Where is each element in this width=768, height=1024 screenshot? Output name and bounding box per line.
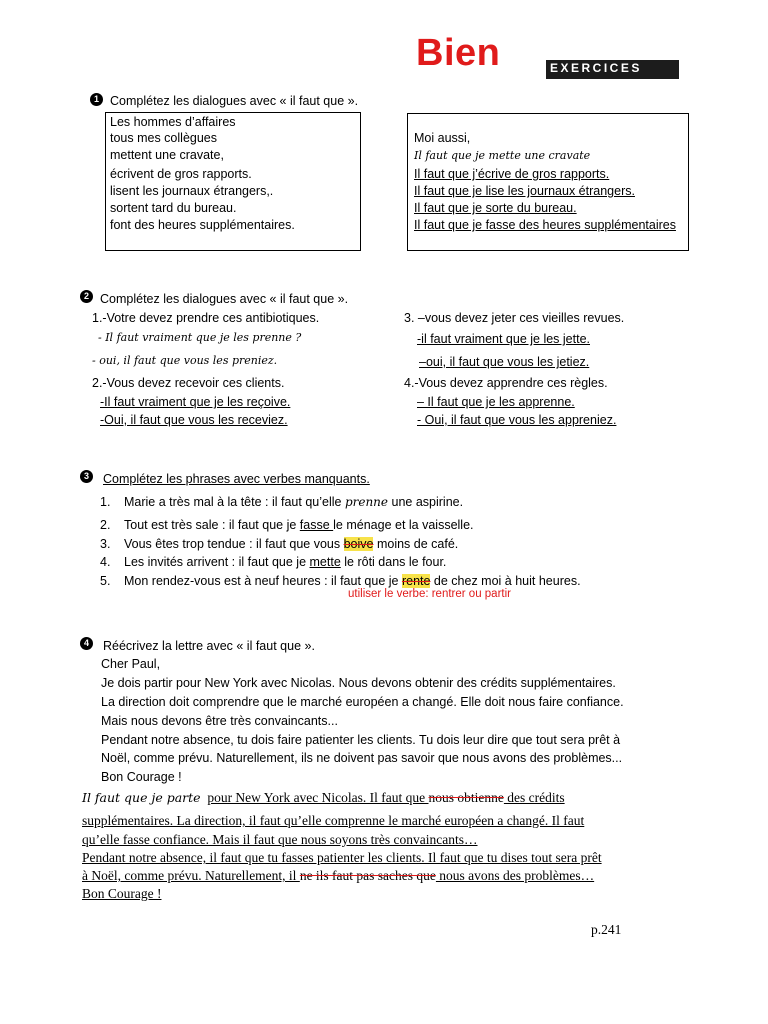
ex3-answer-marked: rente [401,574,431,588]
ex1-right-line: Moi aussi, [414,131,471,145]
exercise-3-instruction: Complétez les phrases avec verbes manquants. [103,472,370,486]
ex1-right-answer: Il faut que je fasse des heures supplémentaires [414,218,676,232]
rewritten-handwritten-start: Il faut que je parte [82,790,201,805]
rewritten-struck-text: ne ils faut pas saches que [299,868,436,883]
exercise-2-instruction: Complétez les dialogues avec « il faut que ». [100,292,349,306]
ex3-item-text: Marie a très mal à la tête : il faut qu’elle [124,495,345,509]
ex3-item-text: Tout est très sale : il faut que je [124,518,300,532]
rewritten-letter-line-5 [82,868,594,884]
rewritten-letter-line: supplémentaires. La direction, il faut qu’elle comprenne le marché européen a changé. Il faut [82,813,585,828]
ex3-item-2 [100,518,474,532]
ex3-item-text: Vous êtes trop tendue : il faut que vous [124,537,344,551]
ex3-item-text: le ménage et la vaisselle. [333,518,474,532]
ex3-item-1 [100,495,463,509]
ex3-answer: fasse [299,518,334,532]
ex3-item-number: 5. [100,574,111,588]
page-title: Bien [416,32,501,74]
ex3-item-number: 2. [100,518,111,532]
rewritten-letter-line: Bon Courage ! [82,886,162,901]
letter-line: Mais nous devons être très convaincants... [101,714,338,728]
ex1-left-line: font des heures supplémentaires. [110,218,295,232]
ex2-handwritten-answer: - oui, il faut que vous les preniez. [92,354,278,367]
exercise-4-instruction: Réécrivez la lettre avec « il faut que ». [103,639,315,653]
ex1-left-line: lisent les journaux étrangers,. [110,184,274,198]
ex2-question: 2.-Vous devez recevoir ces clients. [92,376,285,390]
ex2-answer: -il faut vraiment que je les jette. [417,332,590,346]
letter-line: Noël, comme prévu. Naturellement, ils ne doivent pas savoir que nous avons des problèmes... [101,751,623,765]
ex3-item-4 [100,555,446,569]
rewritten-letter-line: qu’elle fasse confiance. Mais il faut que nous soyons très convaincants… [82,832,478,847]
ex3-item-5 [100,574,581,588]
ex3-item-text: le rôti dans le four. [340,555,447,569]
ex1-right-answer: Il faut que j’écrive de gros rapports. [414,167,610,181]
ex3-item-text: Mon rendez-vous est à neuf heures : il faut que je [124,574,402,588]
rewritten-struck-text: nous obtienne [428,790,504,805]
rewritten-text: à Noël, comme prévu. Naturellement, il [82,868,300,883]
ex3-item-number: 3. [100,537,111,551]
ex3-item-number: 1. [100,495,111,509]
teacher-note: utiliser le verbe: rentrer ou partir [348,588,511,600]
ex2-handwritten-answer: - Il faut vraiment que je les prenne ? [98,331,302,344]
rewritten-text: nous avons des problèmes… [435,868,595,883]
ex2-question: 1.-Votre devez prendre ces antibiotiques. [92,311,320,325]
rewritten-text: pour New York avec Nicolas. Il faut que [207,790,429,805]
rewritten-letter-line: Pendant notre absence, il faut que tu fasses patienter les clients. Il faut que tu dises tout sera prêt [82,850,602,865]
ex2-answer: – Il faut que je les apprenne. [417,395,575,409]
ex1-left-line: sortent tard du bureau. [110,201,237,215]
rewritten-letter-line-1 [82,790,565,806]
ex3-item-3 [100,537,458,551]
ex2-answer: -Oui, il faut que vous les receviez. [100,413,288,427]
ex3-answer-handwritten: prenne [344,495,389,509]
ex1-right-handwritten: Il faut que je mette une cravate [414,149,591,162]
ex1-left-line: mettent une cravate, [110,148,224,162]
ex2-question: 3. –vous devez jeter ces vieilles revues. [404,311,625,325]
rewritten-text: des crédits [503,790,565,805]
ex1-left-line: Les hommes d’affaires [110,115,236,129]
exercise-number-2: 2 [80,290,93,303]
ex3-item-text: une aspirine. [388,495,464,509]
ex3-item-number: 4. [100,555,111,569]
letter-line: Pendant notre absence, tu dois faire patienter les clients. Tu dois leur dire que tout sera prêt à [101,733,621,747]
page-number: p.241 [591,922,622,937]
ex1-right-answer: Il faut que je sorte du bureau. [414,201,577,215]
exercise-number-3: 3 [80,470,93,483]
ex1-left-line: écrivent de gros rapports. [110,167,252,181]
letter-line: Cher Paul, [101,657,161,671]
ex3-item-text: moins de café. [373,537,459,551]
ex1-left-line: tous mes collègues [110,131,218,145]
ex3-answer-marked: boive [343,537,374,551]
ex1-right-answer: Il faut que je lise les journaux étrangers. [414,184,635,198]
exercise-number-1: 1 [90,93,103,106]
exercise-number-4: 4 [80,637,93,650]
ex2-question: 4.-Vous devez apprendre ces règles. [404,376,608,390]
ex2-answer: –oui, il faut que vous les jetiez. [419,355,590,369]
ex3-item-text: de chez moi à huit heures. [430,574,581,588]
letter-line: Bon Courage ! [101,770,182,784]
ex3-item-text: Les invités arrivent : il faut que je [124,555,310,569]
ex2-answer: - Oui, il faut que vous les appreniez. [417,413,617,427]
section-badge: EXERCICES [546,60,679,79]
ex2-answer: -Il faut vraiment que je les reçoive. [100,395,291,409]
exercise-1-instruction: Complétez les dialogues avec « il faut que ». [110,94,359,108]
letter-line: La direction doit comprendre que le marché européen a changé. Elle doit nous faire confiance. [101,695,624,709]
letter-line: Je dois partir pour New York avec Nicolas. Nous devons obtenir des crédits supplémentaires. [101,676,616,690]
ex3-answer: mette [309,555,341,569]
